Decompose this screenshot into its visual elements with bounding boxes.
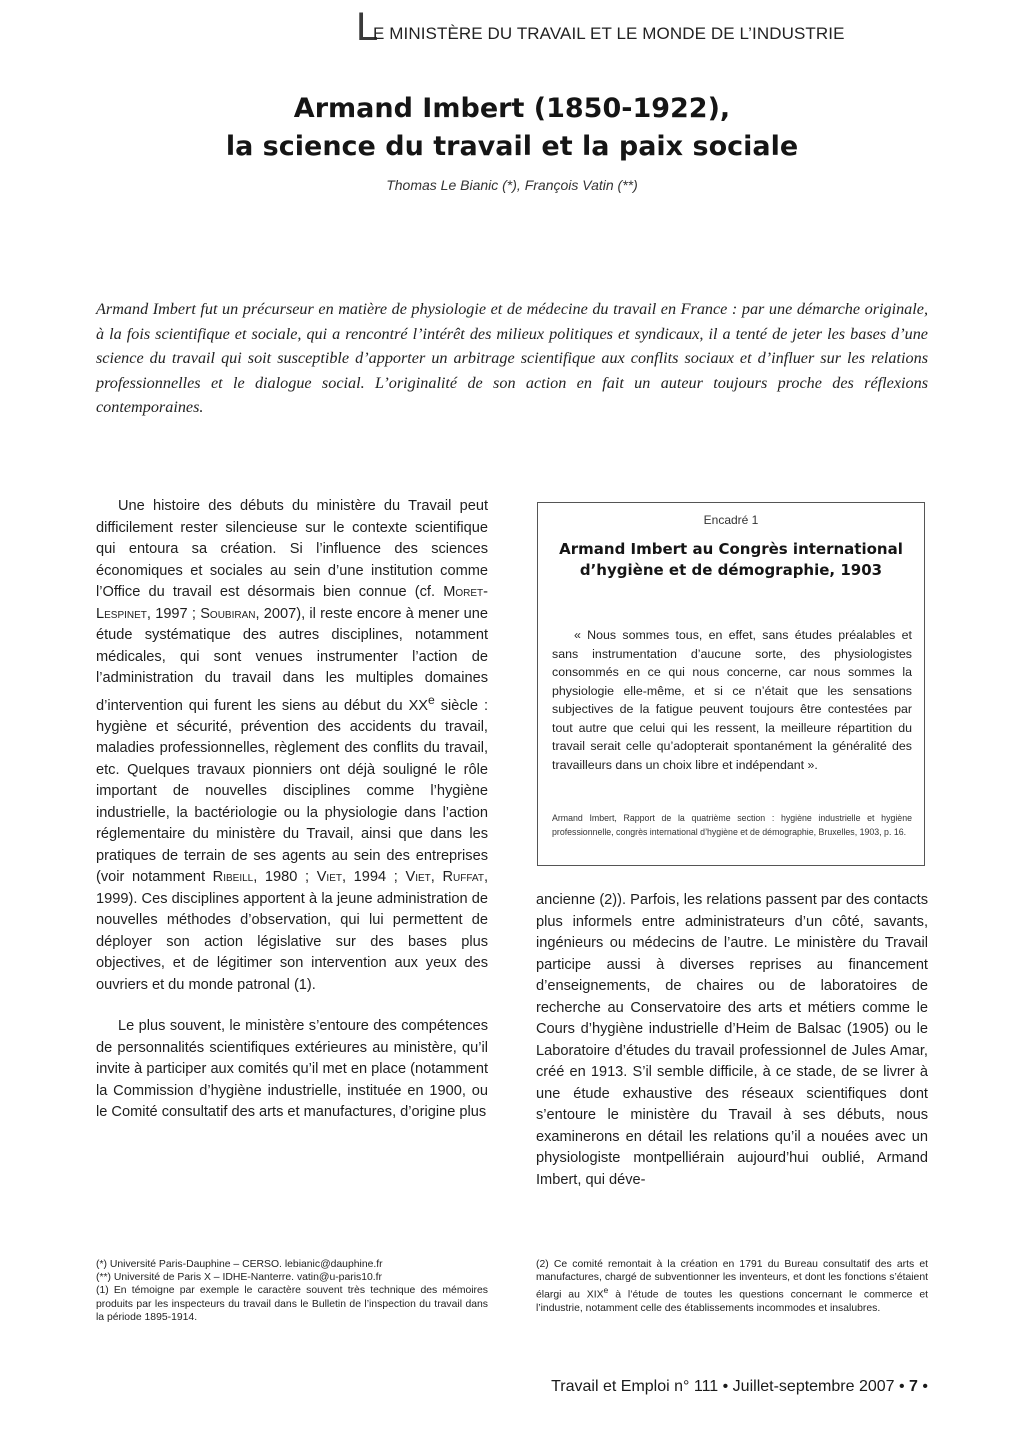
box-title: Armand Imbert au Congrès international d’hygiène et de démographie, 1903 — [559, 540, 903, 579]
journal-issue: Travail et Emploi n° 111 • Juillet-septembre 2007 • — [551, 1378, 910, 1395]
superscript: e — [603, 1285, 609, 1296]
article-title — [112, 90, 912, 166]
text-span: siècle : hygiène et sécurité, prévention des accidents du travail, maladies professionnelles, règlement des conflits du travail, etc. Quelques travaux pionniers ont déjà souligné le rôle important de nouvelles disciplines comme l’hygiène industrielle, la bactériologie ou la physiologie dans l’action réglementaire du ministère du Travail, ainsi que dans les pratiques de terrain de ses agents au sein des entreprises (voir notamment — [96, 697, 488, 886]
running-header — [356, 6, 956, 48]
footnotes-left — [96, 1258, 488, 1324]
footer-end: • — [917, 1378, 928, 1395]
page-footer — [551, 1378, 928, 1396]
text-span: , 1980 ; — [253, 869, 317, 886]
text-span: , — [430, 869, 443, 886]
citation-soubiran: Soubiran — [200, 605, 256, 622]
text-span: , 1999). Ces disciplines apportent à la jeune administration de nouvelles méthodes d’observation, qui lui permettent de déployer son action législative sur des bases plus objectives, et de légitimer son intervention aux yeux des ouvriers et du monde patronal (1). — [96, 869, 488, 993]
citation-viet: Viet — [316, 869, 342, 886]
article-title-line2: la science du travail et la paix sociale — [225, 131, 799, 162]
running-header-text: E MINISTÈRE DU TRAVAIL ET LE MONDE DE L’INDUSTRIE — [373, 24, 845, 43]
box-quote: « Nous sommes tous, en effet, sans études préalables et sans instrumentation d’aucune sorte, des physiologistes consommés en ce qui nous concerne, car nous sommes la physiologie elle-même, et si ce n’était que les sensations subjectives de la fatigue peuvent toujours être contestées par tout autre que celui qui les ressent, la meilleure répartition du travail serait celle qu’adopterait spontanément la généralité des travailleurs dans un choix libre et indépendant ». — [552, 628, 912, 772]
footnote-1: (1) En témoigne par exemple le caractère souvent très technique des mémoires produits par les inspecteurs du travail dans le Bulletin de l’inspection du travail dans la période 1895-1914. — [96, 1285, 488, 1323]
box-label: Encadré 1 — [703, 513, 759, 527]
citation-moret-lespinet: Moret-Lespinet — [96, 584, 488, 622]
text-span: , 2007), il reste encore à mener une étude systématique des autres disciplines, notamment médicales, qui sont venues instrumenter l’action de l’administration du travail dans les multiples domaines d’intervention qui furent les siens au début du XX — [96, 605, 488, 714]
citation-ribeill: Ribeill — [212, 869, 254, 886]
running-header-initial: L — [356, 5, 379, 49]
text-span: , 1997 ; — [146, 605, 201, 622]
body-paragraph-1 — [96, 496, 488, 996]
article-title-line1: Armand Imbert (1850-1922), — [293, 93, 731, 124]
citation-viet: Viet — [405, 869, 431, 886]
footnote-2 — [536, 1258, 928, 1315]
text-span: Une histoire des débuts du ministère du Travail peut difficilement rester silencieuse sur le contexte scientifique qui entoura sa création. Si l’influence des sciences économiques et sociales au sein d’une institution comme l’Office du travail est désormais bien connue (cf. — [96, 498, 488, 600]
text-span: , 1994 ; — [342, 869, 406, 886]
text-span: (2) Ce comité remontait à la création en 1791 du Bureau consultatif des arts et manufactures, chargé de subventionner les inventeurs, et dont les fonctions s’étaient élargi au XIX — [536, 1259, 928, 1301]
page-number: 7 — [909, 1378, 918, 1395]
superscript: e — [428, 692, 435, 707]
body-column-right — [536, 890, 928, 1191]
body-column-left — [96, 496, 488, 1124]
text-span: à l’étude de toutes les questions concernant le commerce et l’industrie, notamment celle des établissements incommodes et insalubres. — [536, 1289, 928, 1315]
body-paragraph-2: Le plus souvent, le ministère s’entoure des compétences de personnalités scientifiques extérieures au ministère, qu’il invite à participer aux comités qu’il met en place (notamment la Commission d’hygiène industrielle, instituée en 1900, ou le Comité consultatif des arts et manufactures, d’origine plus — [96, 1018, 488, 1121]
box-source: Armand Imbert, Rapport de la quatrième section : hygiène industrielle et hygiène professionnelle, congrès international d’hygiène et de démographie, Bruxelles, 1903, p. 16. — [552, 813, 912, 837]
citation-ruffat: Ruffat — [442, 869, 484, 886]
footnote-author-1: (*) Université Paris-Dauphine – CERSO. lebianic@dauphine.fr — [96, 1259, 383, 1270]
authors: Thomas Le Bianic (*), François Vatin (**) — [386, 177, 638, 193]
body-paragraph-3: ancienne (2)). Parfois, les relations passent par des contacts plus informels entre administrateurs d’un côté, savants, ingénieurs ou médecins de l’autre. Le ministère du Travail participe aussi à diverses reprises au financement d’enseignements, de chaires ou de laboratoires de recherche au Conservatoire des arts et métiers comme le Cours d’hygiène industrielle d’Heim de Balsac (1905) ou le Laboratoire d’études du travail professionnel de Jules Amar, créé en 1913. S’il semble difficile, à ce stade, de se livrer à une étude exhaustive des réseaux scientifiques dont s’entoure le ministère du Travail à ses débuts, nous examinerons en détail les relations qu’il a nouées avec un physiologiste montpelliérain aujourd’hui oublié, Armand Imbert, qui déve- — [536, 892, 928, 1188]
abstract: Armand Imbert fut un précurseur en matière de physiologie et de médecine du travail en France : par une démarche originale, à la fois scientifique et sociale, qui a rencontré l’intérêt des milieux politiques et syndicaux, il a tenté de jeter les bases d’une science du travail qui soit susceptible d’apporter un arbitrage scientifique aux conflits sociaux et d’influer sur les relations professionnelles et le dialogue social. L’originalité de son action en fait un auteur toujours proche des réflexions contemporaines. — [96, 300, 928, 416]
footnote-author-2: (**) Université de Paris X – IDHE-Nanterre. vatin@u-paris10.fr — [96, 1272, 382, 1284]
footnotes-right — [536, 1258, 928, 1315]
sidebar-box — [537, 502, 925, 866]
